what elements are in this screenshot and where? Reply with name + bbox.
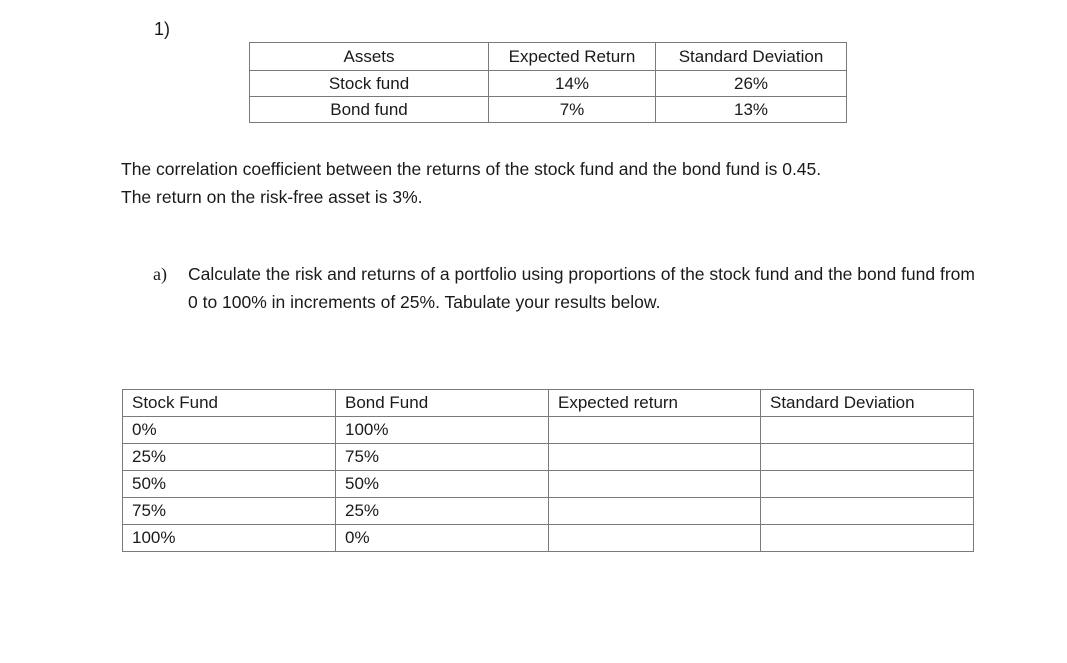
expected-return-cell[interactable]: [549, 498, 761, 525]
asset-expected-return: 7%: [489, 97, 656, 123]
bond-fund-cell: 0%: [336, 525, 549, 552]
table-row: [123, 444, 974, 471]
bond-fund-cell: 100%: [336, 417, 549, 444]
expected-return-cell[interactable]: [549, 444, 761, 471]
assets-header-assets: Assets: [250, 43, 489, 71]
assets-header-standard-deviation: Standard Deviation: [656, 43, 847, 71]
asset-standard-deviation: 13%: [656, 97, 847, 123]
assets-header-row: [250, 43, 847, 71]
stock-fund-cell: 75%: [123, 498, 336, 525]
portfolio-header-row: [123, 390, 974, 417]
assets-header-expected-return: Expected Return: [489, 43, 656, 71]
portfolio-table: [122, 389, 974, 552]
correlation-paragraph: The correlation coefficient between the returns of the stock fund and the bond fund is 0.45.: [121, 159, 822, 179]
standard-deviation-cell[interactable]: [761, 471, 974, 498]
table-row: [123, 471, 974, 498]
portfolio-header-standard-deviation: Standard Deviation: [761, 390, 974, 417]
portfolio-header-expected-return: Expected return: [549, 390, 761, 417]
standard-deviation-cell[interactable]: [761, 498, 974, 525]
bond-fund-cell: 50%: [336, 471, 549, 498]
bond-fund-cell: 25%: [336, 498, 549, 525]
asset-standard-deviation: 26%: [656, 71, 847, 97]
question-number: 1): [154, 19, 171, 39]
asset-expected-return: 14%: [489, 71, 656, 97]
stock-fund-cell: 0%: [123, 417, 336, 444]
expected-return-cell[interactable]: [549, 471, 761, 498]
bond-fund-cell: 75%: [336, 444, 549, 471]
assets-table: [249, 42, 847, 123]
part-a-label: a): [153, 264, 167, 284]
risk-free-paragraph: The return on the risk-free asset is 3%.: [121, 187, 423, 207]
asset-name: Bond fund: [250, 97, 489, 123]
asset-name: Stock fund: [250, 71, 489, 97]
stock-fund-cell: 25%: [123, 444, 336, 471]
expected-return-cell[interactable]: [549, 525, 761, 552]
portfolio-header-bond-fund: Bond Fund: [336, 390, 549, 417]
part-a-text: Calculate the risk and returns of a portfolio using proportions of the stock fund and the bond fund from 0 to 100% in increments of 25%. Tabulate your results below.: [188, 264, 975, 312]
standard-deviation-cell[interactable]: [761, 444, 974, 471]
standard-deviation-cell[interactable]: [761, 525, 974, 552]
assets-row-stock: [250, 71, 847, 97]
portfolio-header-stock-fund: Stock Fund: [123, 390, 336, 417]
expected-return-cell[interactable]: [549, 417, 761, 444]
stock-fund-cell: 100%: [123, 525, 336, 552]
table-row: [123, 417, 974, 444]
stock-fund-cell: 50%: [123, 471, 336, 498]
table-row: [123, 498, 974, 525]
table-row: [123, 525, 974, 552]
assets-row-bond: [250, 97, 847, 123]
standard-deviation-cell[interactable]: [761, 417, 974, 444]
